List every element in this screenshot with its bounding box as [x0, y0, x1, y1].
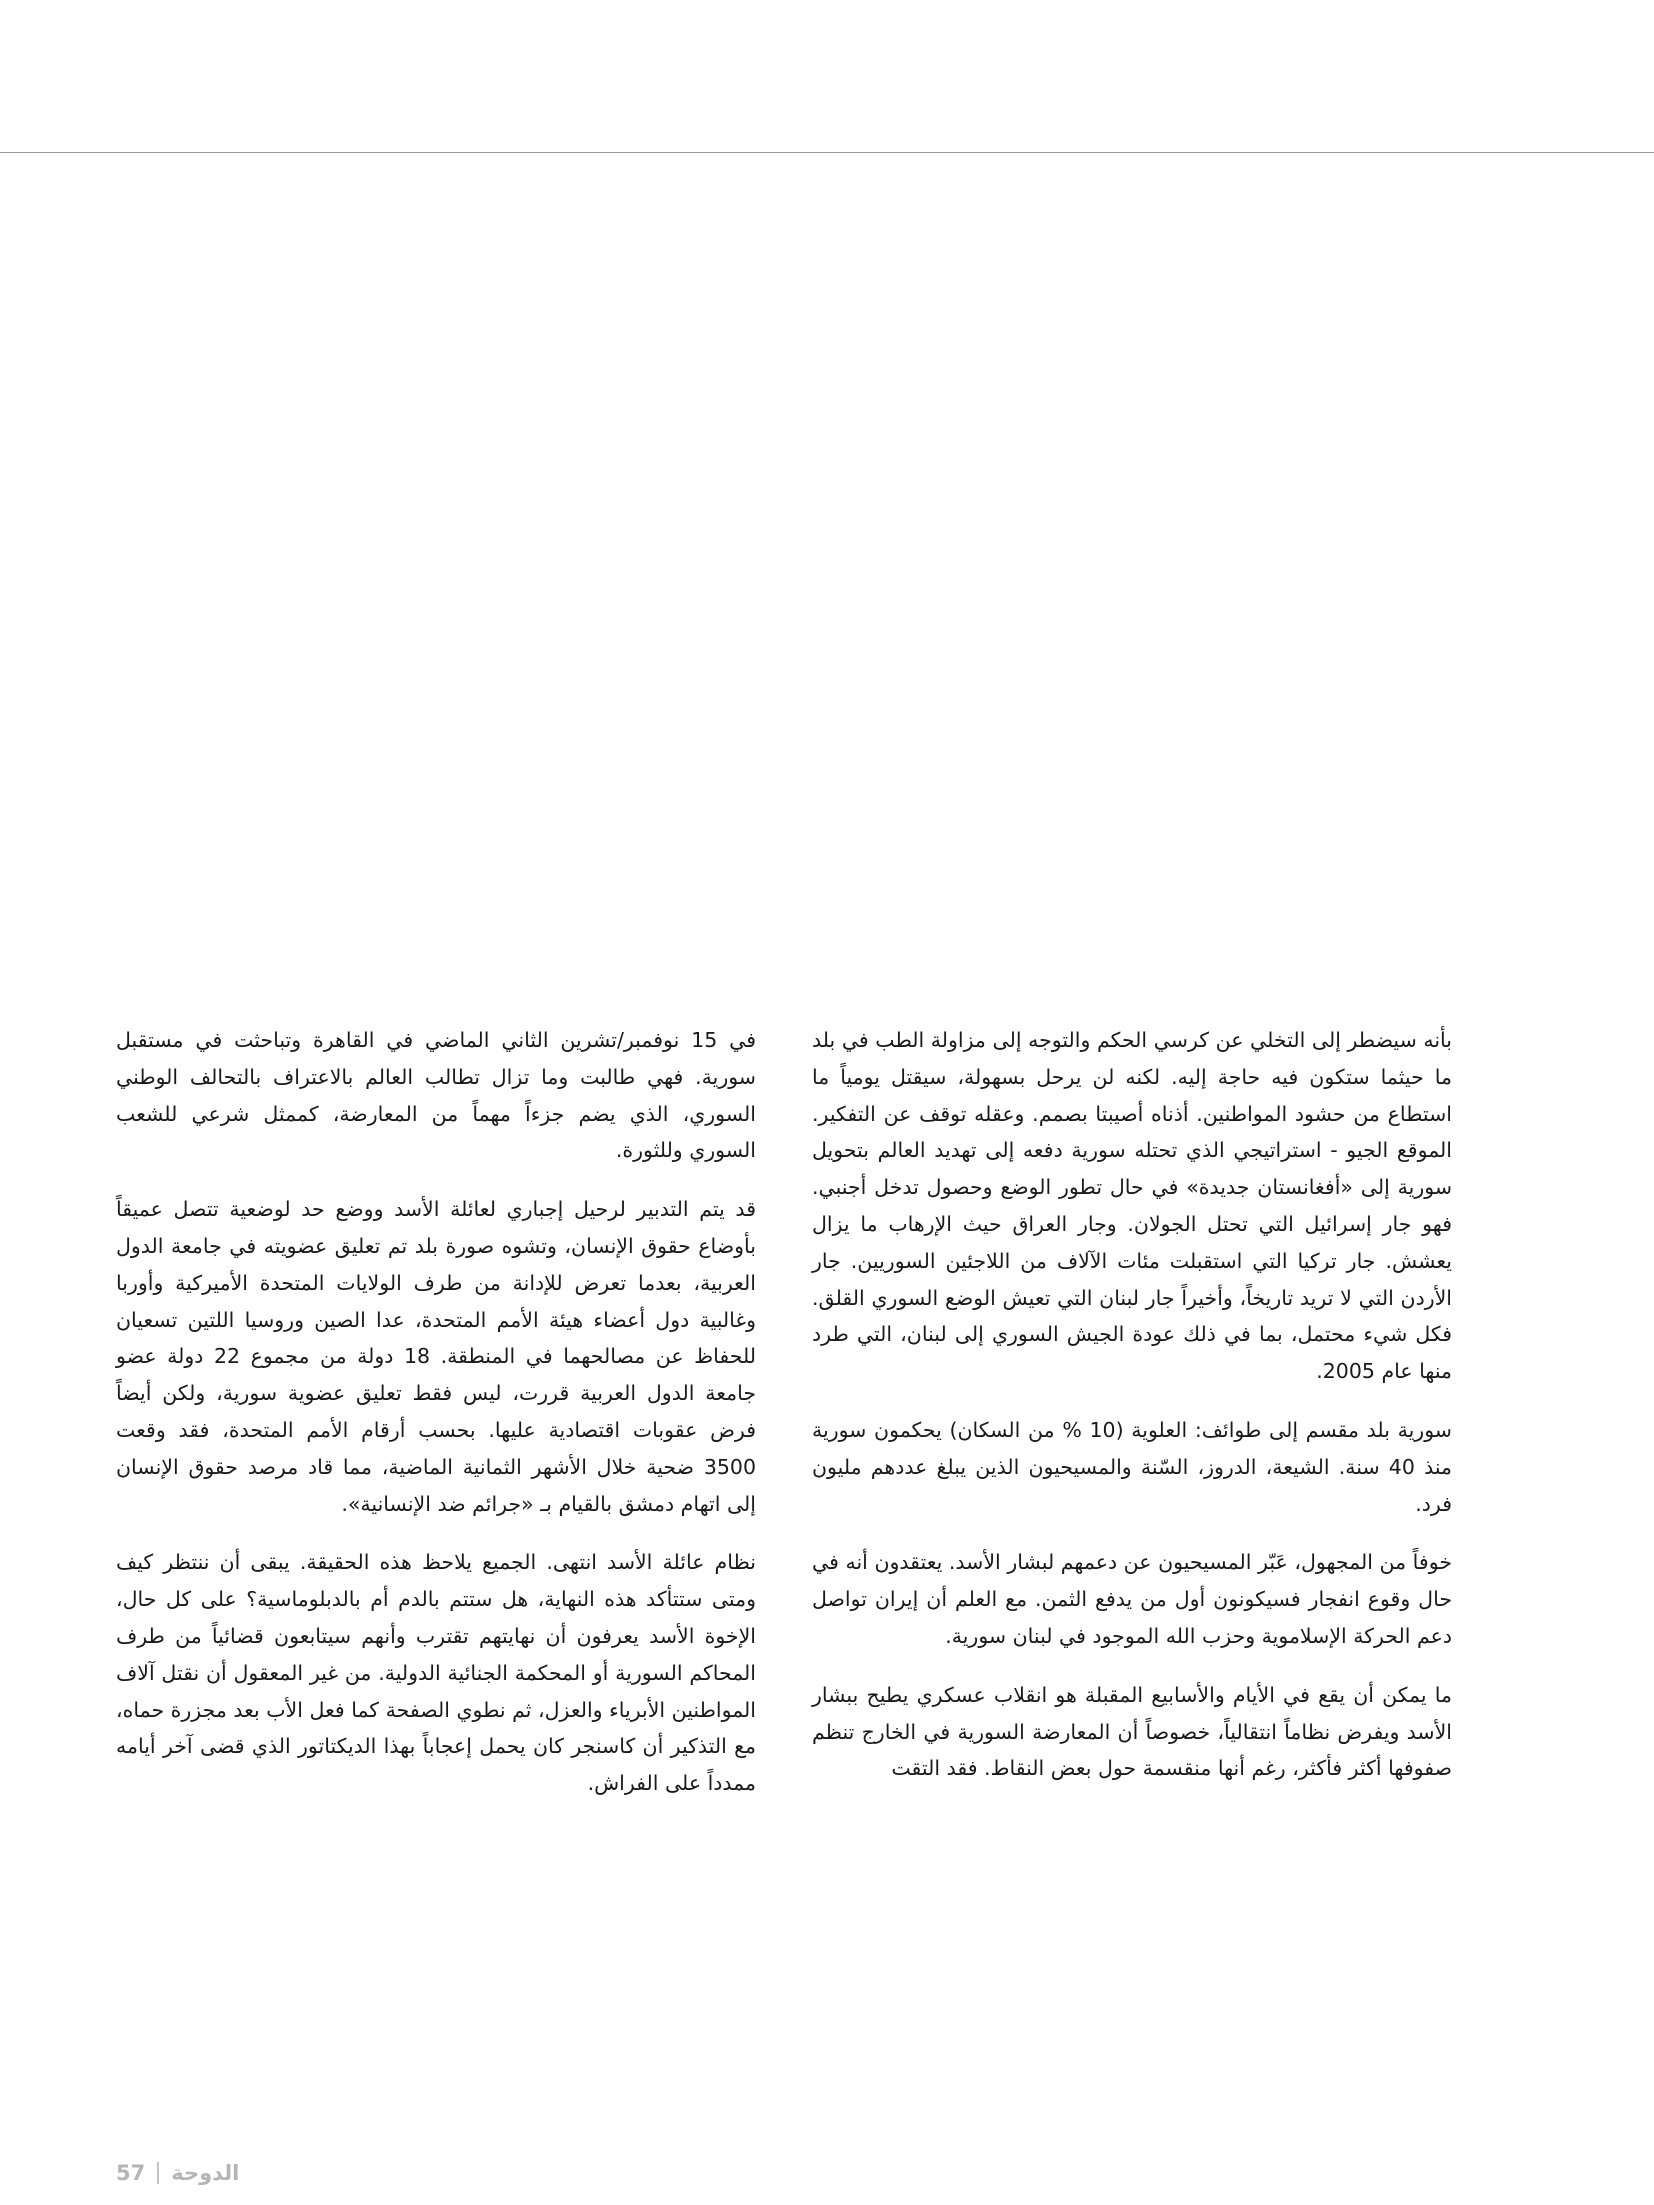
paragraph: سورية بلد مقسم إلى طوائف: العلوية (10 % من السكان) يحكمون سورية منذ 40 سنة. الشيعة، الدروز، السّنة والمسيحيون الذين يبلغ عددهم مليون فرد. [812, 1417, 1452, 1516]
paragraph: قد يتم التدبير لرحيل إجباري لعائلة الأسد ووضع حد لوضعية تتصل عميقاً بأوضاع حقوق الإنسان، وتشوه صورة بلد تم تعليق عضويته في جامعة الدول العربية، بعدما تعرض للإدانة من طرف الولايات المتحدة الأميركية وأوربا وغالبية دول أعضاء هيئة الأمم المتحدة، عدا الصين وروسيا اللتين تسعيان للحفاظ عن مصالحهما في المنطقة. 18 دولة من مجموع 22 دولة عضو جامعة الدول العربية قررت، ليس فقط تعليق عضوية سورية، ولكن أيضاً فرض عقوبات اقتصادية عليها. بحسب أرقام الأمم المتحدة، فقد وقعت 3500 ضحية خلال الأشهر الثمانية الماضية، مما قاد مرصد حقوق الإنسان إلى اتهام دمشق بالقيام بـ «جرائم ضد الإنسانية». [116, 1197, 756, 1516]
footer-divider [157, 2162, 159, 2184]
paragraph: نظام عائلة الأسد انتهى. الجميع يلاحظ هذه الحقيقة. يبقى أن ننتظر كيف ومتى ستتأكد هذه النهاية، هل ستتم بالدم أم بالدبلوماسية؟ على كل حال، الإخوة الأسد يعرفون أن نهايتهم تقترب وأنهم سيتابعون قضائياً من طرف المحاكم السورية أو المحكمة الجنائية الدولية. من غير المعقول أن نقتل آلاف المواطنين الأبرياء والعزل، ثم نطوي الصفحة كما فعل الأب بعد مجزرة حماه، مع التذكير أن كاسنجر كان يحمل إعجاباً بهذا الديكتاتور الذي قضى آخر أيامه ممدداً على الفراش. [116, 1550, 756, 1796]
page-number: 57 [116, 2161, 146, 2185]
article-column-right [812, 1022, 1452, 1809]
article-column-left [116, 1022, 756, 1824]
paragraph: ما يمكن أن يقع في الأيام والأسابيع المقبلة هو انقلاب عسكري يطيح ببشار الأسد ويفرض نظاماً انتقالياً، خصوصاً أن المعارضة السورية في الخارج تنظم صفوفها أكثر فأكثر، رغم أنها منقسمة حول بعض النقاط. فقد التقت [812, 1682, 1452, 1781]
paragraph: بأنه سيضطر إلى التخلي عن كرسي الحكم والتوجه إلى مزاولة الطب في بلد ما حيثما ستكون فيه حاجة إليه. لكنه لن يرحل بسهولة، سيقتل يومياً ما استطاع من حشود المواطنين. أذناه أصيبتا بصمم. وعقله توقف عن التفكير. الموقع الجيو - استراتيجي الذي تحتله سورية دفعه إلى تهديد العالم بتحويل سورية إلى «أفغانستان جديدة» في حال تطور الوضع وحصول تدخل أجنبي. فهو جار إسرائيل التي تحتل الجولان. وجار العراق حيث الإرهاب ما يزال يعشش. جار تركيا التي استقبلت مئات الآلاف من اللاجئين السوريين. جار الأردن التي لا تريد تاريخاً، وأخيراً جار لبنان التي تعيش الوضع السوري القلق. فكل شيء محتمل، بما في ذلك عودة الجيش السوري إلى لبنان، التي طرد منها عام 2005. [812, 1028, 1452, 1384]
header-divider [0, 152, 1654, 153]
paragraph: في 15 نوفمبر/تشرين الثاني الماضي في القاهرة وتباحثت في مستقبل سورية. فهي طالبت وما تزال تطالب العالم بالاعتراف بالتحالف الوطني السوري، الذي يضم جزءاً مهماً من المعارضة، كممثل شرعي للشعب السوري وللثورة. [116, 1028, 756, 1163]
paragraph: خوفاً من المجهول، عَبّر المسيحيون عن دعمهم لبشار الأسد. يعتقدون أنه في حال وقوع انفجار فسيكونون أول من يدفع الثمن. مع العلم أن إيران تواصل دعم الحركة الإسلاموية وحزب الله الموجود في لبنان سورية. [812, 1550, 1452, 1648]
page-footer [116, 2158, 239, 2188]
magazine-logo: الدوحة [171, 2161, 240, 2185]
